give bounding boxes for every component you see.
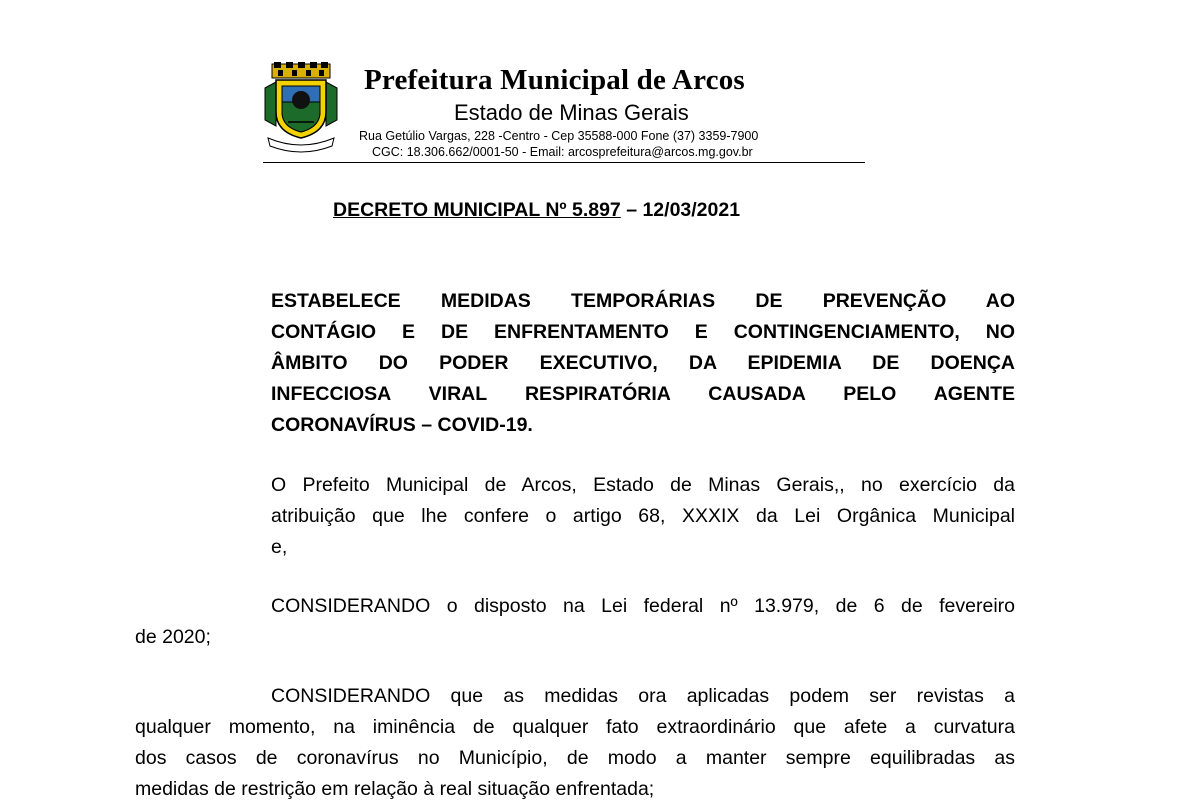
- header-divider: [263, 162, 865, 163]
- org-cgc-email: CGC: 18.306.662/0001-50 - Email: arcosprefeitura@arcos.mg.gov.br: [372, 145, 753, 159]
- paragraph-line: e,: [271, 536, 288, 558]
- ementa-line: CONTÁGIO E DE ENFRENTAMENTO E CONTINGENCIAMENTO, NO: [271, 321, 1015, 343]
- paragraph-line: O Prefeito Municipal de Arcos, Estado de Minas Gerais,, no exercício da: [271, 474, 1015, 496]
- decree-ementa: [271, 286, 1015, 441]
- org-state: Estado de Minas Gerais: [454, 100, 689, 125]
- paragraph-line: dos casos de coronavírus no Município, de modo a manter sempre equilibradas as: [135, 747, 1015, 769]
- paragraph-line: qualquer momento, na iminência de qualquer fato extraordinário que afete a curvatura: [135, 716, 1015, 738]
- paragraph-line: CONSIDERANDO que as medidas ora aplicadas podem ser revistas a: [271, 685, 1015, 707]
- ementa-line: CORONAVÍRUS – COVID-19.: [271, 414, 533, 436]
- paragraph-line: medidas de restrição em relação à real situação enfrentada;: [135, 778, 655, 800]
- decree-number: DECRETO MUNICIPAL Nº 5.897: [333, 199, 621, 221]
- paragraph-considerando-2: [135, 681, 1015, 805]
- paragraph-preamble: [135, 470, 1015, 563]
- paragraph-line: CONSIDERANDO o disposto na Lei federal nº 13.979, de 6 de fevereiro: [271, 595, 1015, 617]
- paragraph-considerando-1: [135, 591, 1015, 653]
- paragraph-line: atribuição que lhe confere o artigo 68, XXXIX da Lei Orgânica Municipal: [271, 505, 1015, 527]
- decree-date: – 12/03/2021: [620, 199, 741, 221]
- ementa-line: ESTABELECE MEDIDAS TEMPORÁRIAS DE PREVENÇÃO AO: [271, 290, 1015, 312]
- org-title: Prefeitura Municipal de Arcos: [364, 64, 745, 96]
- paragraph-line: de 2020;: [135, 626, 211, 648]
- coat-of-arms-icon: [262, 62, 340, 156]
- ementa-line: INFECCIOSA VIRAL RESPIRATÓRIA CAUSADA PELO AGENTE: [271, 383, 1015, 405]
- decree-title: [333, 199, 740, 222]
- org-address: Rua Getúlio Vargas, 228 -Centro - Cep 35588-000 Fone (37) 3359-7900: [359, 129, 759, 143]
- ementa-line: ÂMBITO DO PODER EXECUTIVO, DA EPIDEMIA DE DOENÇA: [271, 352, 1015, 374]
